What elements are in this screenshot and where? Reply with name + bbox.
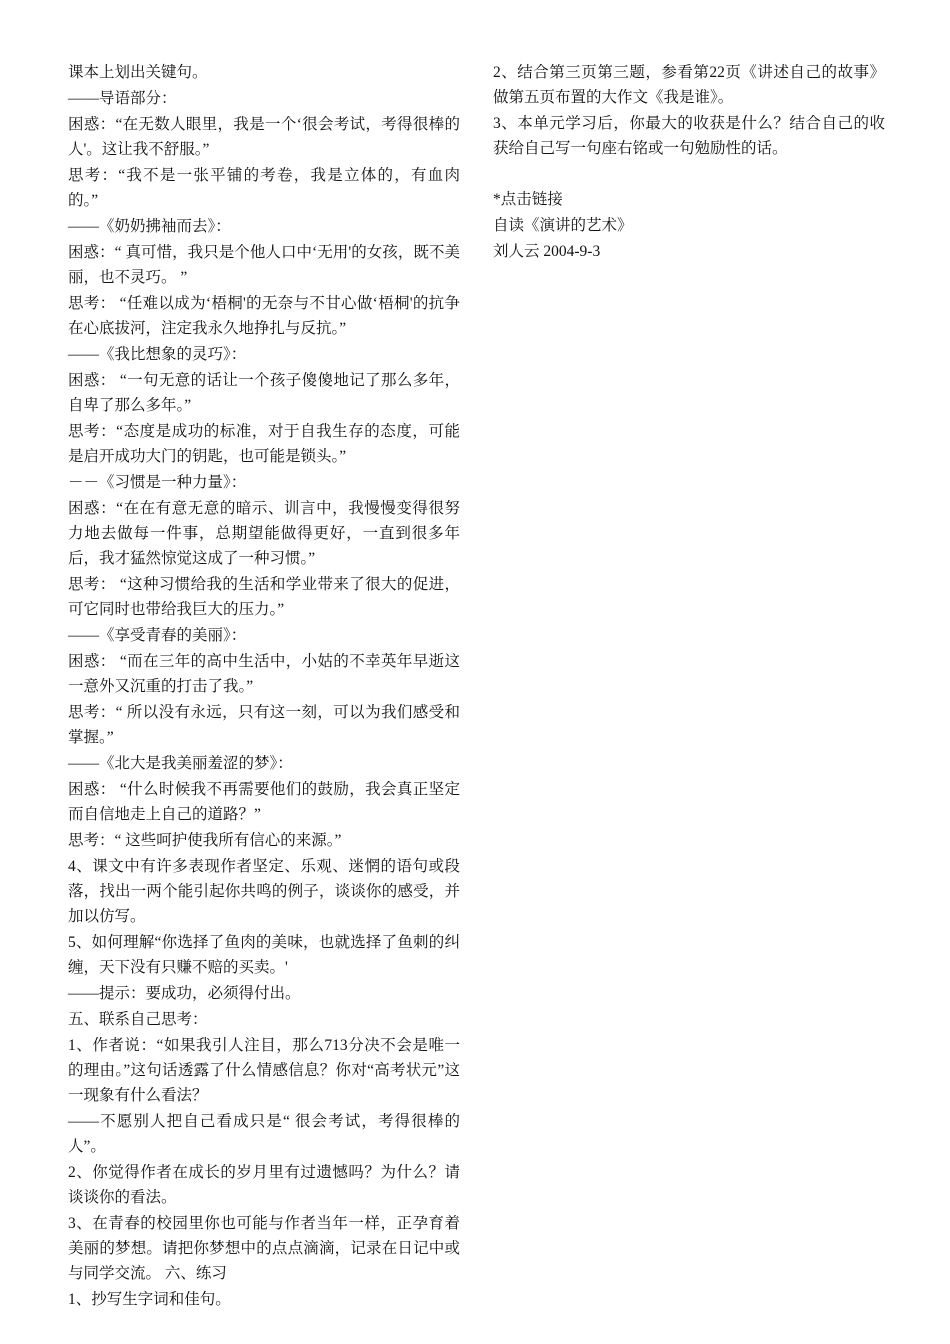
reading-link[interactable]: 自读《演讲的艺术》 <box>493 217 633 234</box>
right-column <box>493 60 885 265</box>
paragraph: 3、在青春的校园里你也可能与作者当年一样，正孕育着美丽的梦想。请把你梦想中的点点滴滴，记录在日记中或与同学交流。 六、练习 <box>68 1215 460 1282</box>
paragraph: 困惑： “一句无意的话让一个孩子傻傻地记了那么多年，自卑了那么多年。” <box>68 372 460 414</box>
question-3: 3、本单元学习后，你最大的收获是什么？结合自己的收获给自己写一句座右铭或一句勉励性的话。 <box>493 115 885 157</box>
paragraph: 困惑： “而在三年的高中生活中，小姑的不幸英年早逝这一意外又沉重的打击了我。” <box>68 653 460 695</box>
paragraph: 思考：“我不是一张平铺的考卷，我是立体的，有血肉的。” <box>68 167 460 209</box>
paragraph: 困惑：“在在有意无意的暗示、训言中，我慢慢变得很努力地去做每一件事，总期望能做得更好，一直到很多年后，我才猛然惊觉这成了一种习惯。” <box>68 500 460 567</box>
paragraph: 4、课文中有许多表现作者坚定、乐观、迷惘的语句或段落，找出一两个能引起你共鸣的例子，谈谈你的感受，并加以仿写。 <box>68 858 460 925</box>
paragraph: 困惑：“在无数人眼里，我是一个‘很会考试，考得很棒的人'。这让我不舒服。” <box>68 116 460 158</box>
paragraph: ——《我比想象的灵巧》： <box>68 346 247 363</box>
paragraph: ——提示：要成功，必须得付出。 <box>68 985 301 1002</box>
left-column <box>68 60 460 1313</box>
paragraph: ——《北大是我美丽羞涩的梦》： <box>68 755 293 772</box>
paragraph: 思考：“ 所以没有永远，只有这一刻，可以为我们感受和掌握。” <box>68 704 460 746</box>
paragraph: ——不愿别人把自己看成只是“ 很会考试，考得很棒的人”。 <box>68 1113 460 1155</box>
spacer <box>493 162 885 187</box>
paragraph: ——《享受青春的美丽》： <box>68 627 247 644</box>
paragraph: ——《奶奶拂袖而去》： <box>68 218 231 235</box>
paragraph: 课本上划出关键句。 <box>68 64 208 81</box>
paragraph: 思考：“态度是成功的标准，对于自我生存的态度，可能是启开成功大门的钥匙，也可能是锁头。” <box>68 423 460 465</box>
paragraph: 思考： “任难以成为‘梧桐'的无奈与不甘心做‘梧桐'的抗争在心底拔河，注定我永久地挣扎与反抗。” <box>68 295 460 337</box>
link-title: *点击链接 <box>493 191 563 208</box>
paragraph: 1、作者说：“如果我引人注目，那么713分决不会是唯一的理由。”这句话透露了什么情感信息？你对“高考状元”这一现象有什么看法？ <box>68 1037 460 1104</box>
paragraph: 思考： “这种习惯给我的生活和学业带来了很大的促进，可它同时也带给我巨大的压力。” <box>68 576 460 618</box>
paragraph: －－《习惯是一种力量》： <box>68 474 247 491</box>
paragraph: 五、联系自己思考： <box>68 1011 208 1028</box>
paragraph: 困惑： “什么时候我不再需要他们的鼓励，我会真正坚定而自信地走上自己的道路？” <box>68 781 460 823</box>
paragraph: ——导语部分： <box>68 90 177 107</box>
question-2: 2、结合第三页第三题，参看第22页《讲述自己的故事》做第五页布置的大作文《我是谁》。 <box>493 64 885 106</box>
paragraph: 困惑：“ 真可惜，我只是个他人口中‘无用'的女孩，既不美丽，也不灵巧。 ” <box>68 244 460 286</box>
paragraph: 1、抄写生字词和佳句。 <box>68 1291 231 1308</box>
paragraph: 思考：“ 这些呵护使我所有信心的来源。” <box>68 832 342 849</box>
paragraph: 5、如何理解“你选择了鱼肉的美味，也就选择了鱼刺的纠缠，天下没有只赚不赔的买卖。' <box>68 934 460 976</box>
author-signature: 刘人云 2004-9-3 <box>493 243 601 260</box>
paragraph: 2、你觉得作者在成长的岁月里有过遗憾吗？为什么？请谈谈你的看法。 <box>68 1164 460 1206</box>
